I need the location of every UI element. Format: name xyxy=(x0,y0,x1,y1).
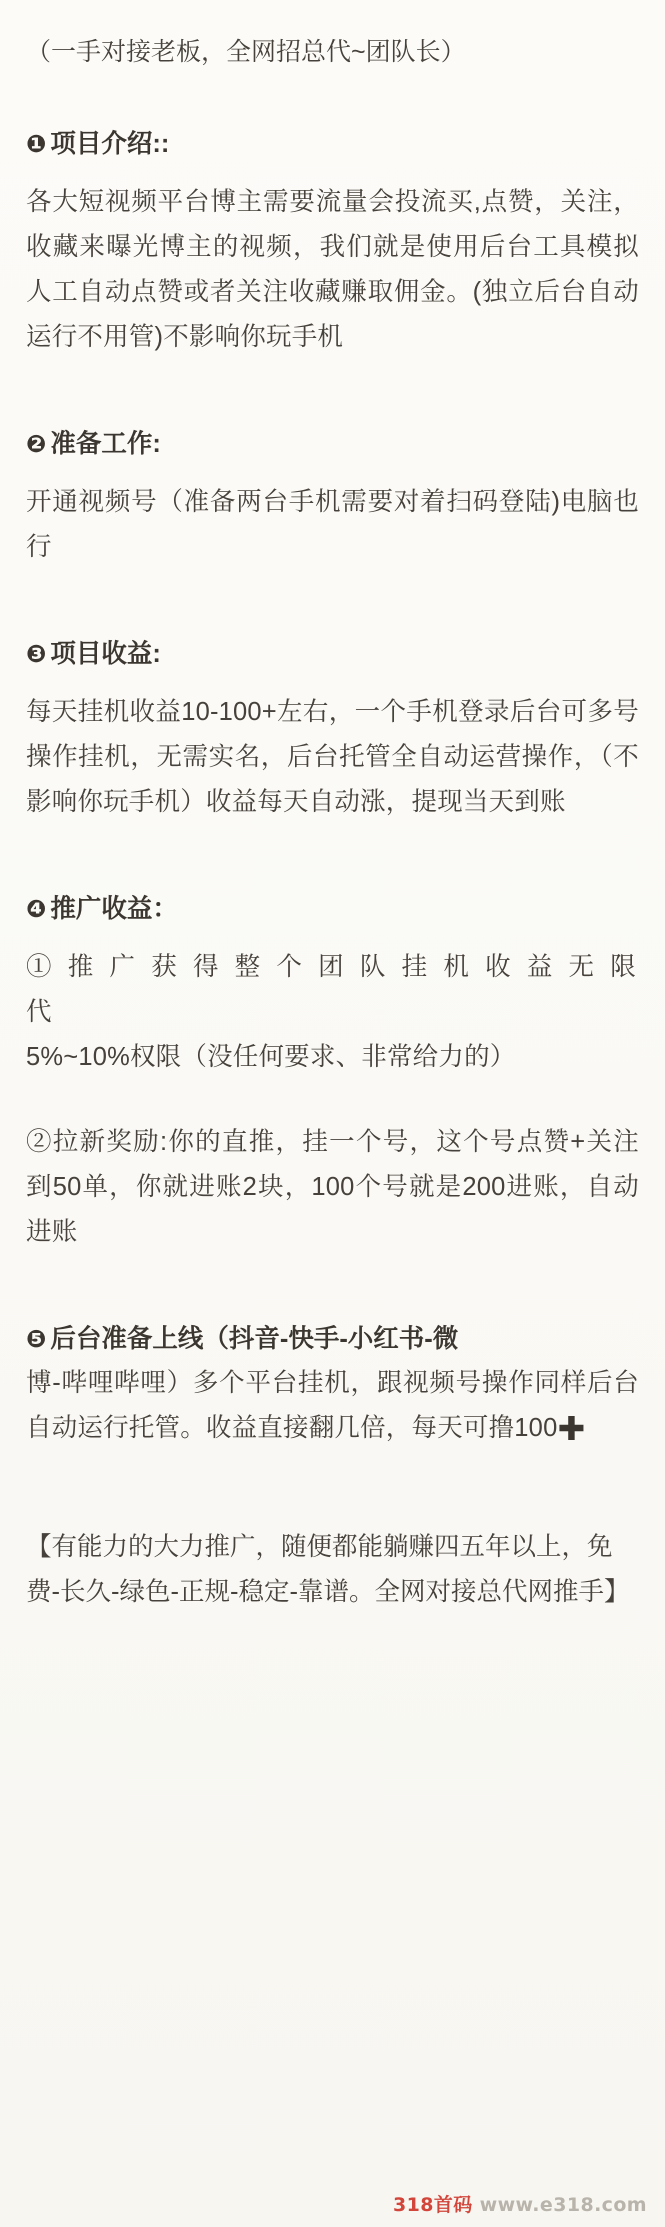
spacer xyxy=(26,604,639,632)
section-marker-icon: ❸ xyxy=(26,640,47,668)
watermark-prefix: 318首码 xyxy=(392,2194,480,2216)
spacer xyxy=(26,676,639,690)
watermark xyxy=(393,2190,647,2217)
section-earnings xyxy=(26,632,639,825)
section-heading xyxy=(26,1317,639,1361)
spacer xyxy=(26,1080,639,1120)
header-text: （一手对接老板，全网招总代~团队长） xyxy=(26,38,466,66)
spacer xyxy=(26,108,639,122)
footer-note-block xyxy=(26,1525,639,1615)
section-title: 项目收益: xyxy=(50,640,161,668)
spacer xyxy=(26,931,639,945)
section-title: 后台准备上线（抖音-快手-小红书-微 xyxy=(50,1325,459,1353)
section-heading xyxy=(26,632,639,676)
section-body: 各大短视频平台博主需要流量会投流买,点赞，关注，收藏来曝光博主的视频，我们就是使用后台工具模拟人工自动点赞或者关注收藏赚取佣金。(独立后台自动运行不用管)不影响你玩手机 xyxy=(26,188,639,351)
section-marker-icon: ❺ xyxy=(26,1325,47,1353)
section-promotion-earnings xyxy=(26,887,639,1255)
header-line xyxy=(26,30,639,74)
plus-icon: ✚ xyxy=(557,1409,586,1448)
spacer xyxy=(26,1289,639,1317)
section-heading xyxy=(26,422,639,466)
section-body: 开通视频号（准备两台手机需要对着扫码登陆)电脑也行 xyxy=(26,488,639,561)
section-body: 每天挂机收益10-100+左右，一个手机登录后台可多号操作挂机，无需实名，后台托管全自动运营操作，（不影响你玩手机）收益每天自动涨，提现当天到账 xyxy=(26,698,639,816)
spacer xyxy=(26,394,639,422)
section-preparation xyxy=(26,422,639,570)
watermark-suffix: www.e318.com xyxy=(479,2194,647,2216)
section-marker-icon: ❶ xyxy=(26,130,47,158)
section-body xyxy=(26,1361,639,1451)
spacer xyxy=(26,1485,639,1525)
section-body-item-1-lead: ① 推 广 获 得 整 个 团 队 挂 机 收 益 无 限 代 xyxy=(26,953,639,1026)
section-title: 项目介绍:: xyxy=(50,130,170,158)
section-platform-launch xyxy=(26,1317,639,1451)
section-project-intro xyxy=(26,122,639,360)
spacer xyxy=(26,466,639,480)
section-body-item-1-rest: 5%~10%权限（没任何要求、非常给力的） xyxy=(26,1043,516,1071)
section-body-text: 博-哔哩哔哩）多个平台挂机，跟视频号操作同样后台自动运行托管。收益直接翻几倍，每天可撸100 xyxy=(26,1369,639,1442)
section-heading xyxy=(26,122,639,166)
spacer xyxy=(26,859,639,887)
footer-note: 【有能力的大力推广，随便都能躺赚四五年以上，免费-长久-绿色-正规-稳定-靠谱。全网对接总代网推手】 xyxy=(26,1533,630,1606)
section-body-item-2: ②拉新奖励:你的直推，挂一个号，这个号点赞+关注到50单，你就进账2块，100个号就是200进账，自动进账 xyxy=(26,1128,639,1246)
section-marker-icon: ❹ xyxy=(26,895,47,923)
section-title: 准备工作: xyxy=(50,430,161,458)
section-title: 推广收益： xyxy=(50,895,178,923)
spacer xyxy=(26,166,639,180)
section-marker-icon: ❷ xyxy=(26,430,47,458)
section-heading xyxy=(26,887,639,931)
